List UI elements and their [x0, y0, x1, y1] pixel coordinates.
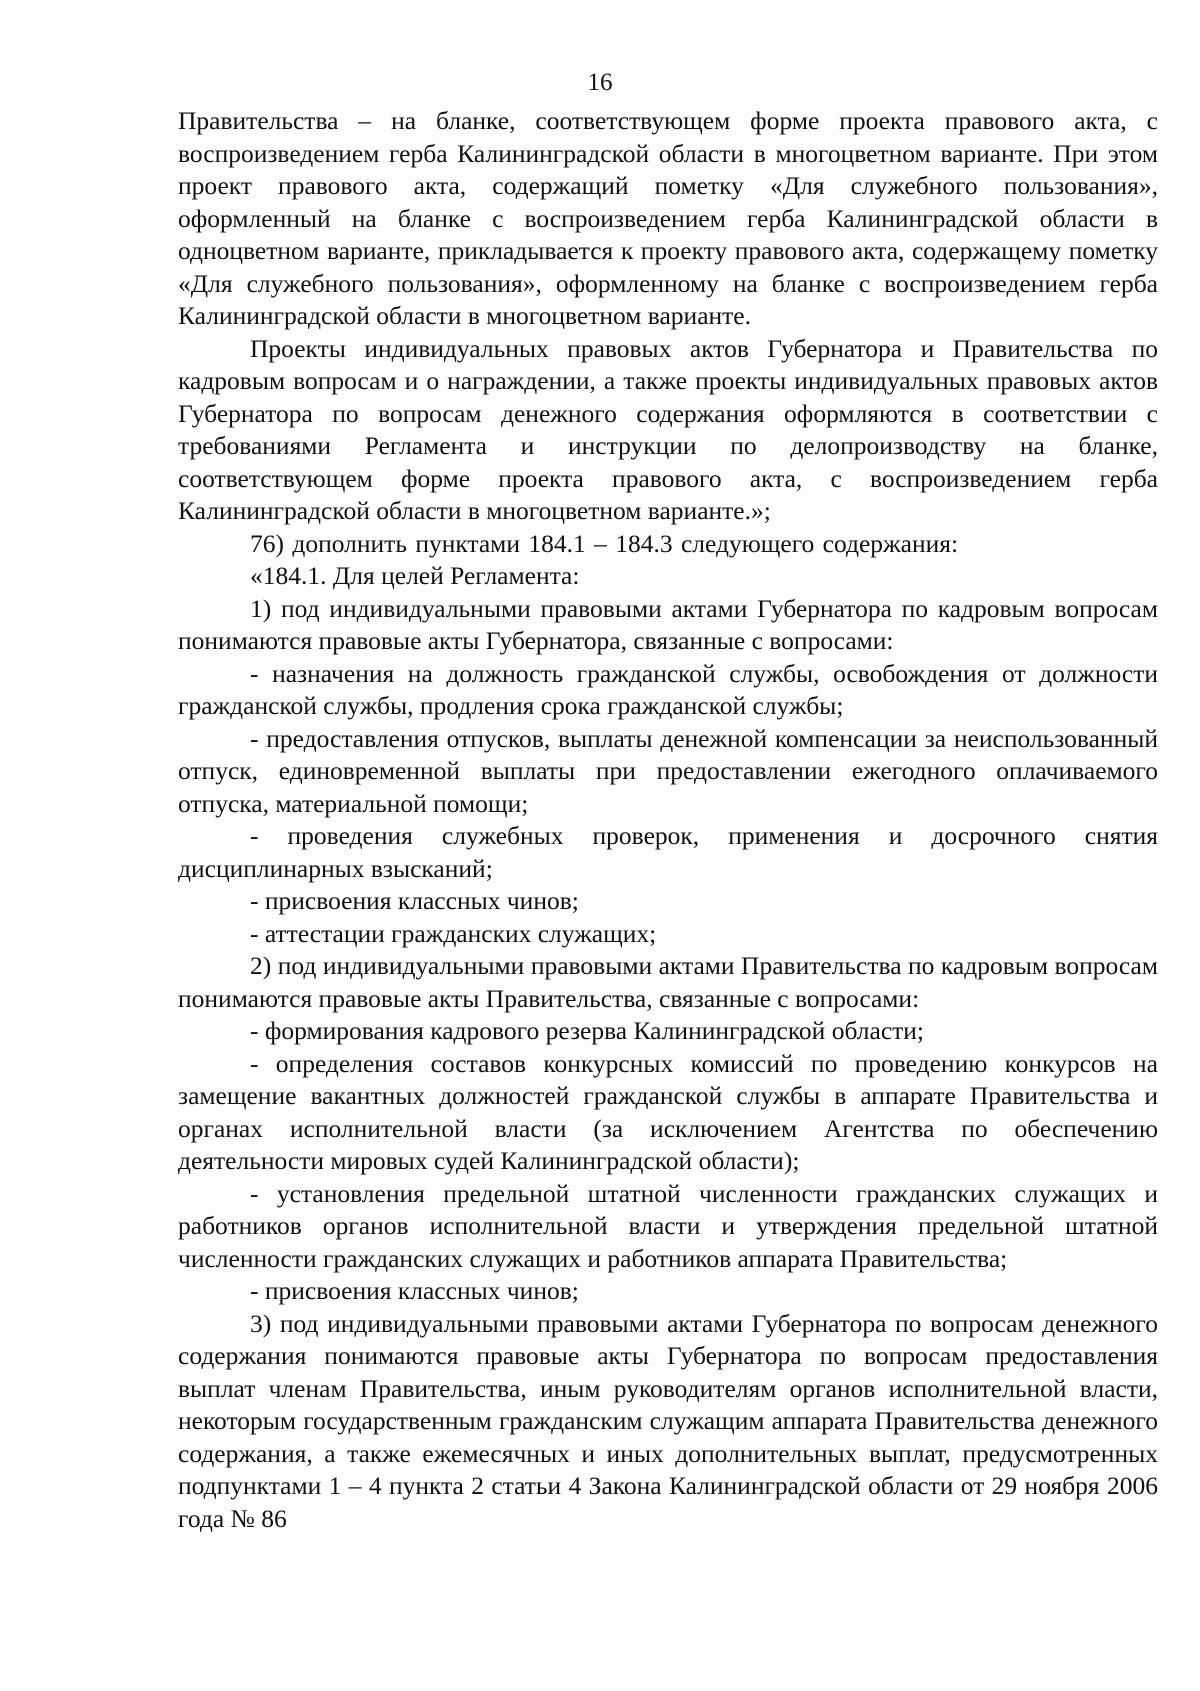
list-item-class-ranks: - присвоения классных чинов; [250, 886, 579, 915]
list-item-class-ranks-2: - присвоения классных чинов; [250, 1276, 579, 1305]
paragraph-individual-acts: Проекты индивидуальных правовых актов Губернатора и Правительства по кадровым вопросам и о награждении, а также проекты индивидуальных правовых актов Губернатора по вопросам денежного содержания оформляются в соответствии с требованиями Регламента и инструкции по делопроизводству на бланке, соответствующем форме проекта правового акта, с воспроизведением герба Калининградской области в многоцветном варианте.»; [178, 333, 1158, 525]
list-item-commissions: - определения составов конкурсных комиссий по проведению конкурсов на замещение вакантных должностей гражданской службы в аппарате Правительства и органах исполнительной власти (за исключением Агентства по обеспечению деятельности мировых судей Калининградской области); [178, 1048, 1158, 1175]
paragraph-subitem-1: 1) под индивидуальными правовыми актами Губернатора по кадровым вопросам понимаются правовые акты Губернатора, связанные с вопросами: [178, 593, 1158, 655]
page-number: 16 [587, 69, 613, 96]
list-item-personnel-reserve: - формирования кадрового резерва Калининградской области; [250, 1016, 925, 1045]
list-item-vacations: - предоставления отпусков, выплаты денежной компенсации за неиспользованный отпуск, единовременной выплаты при предоставлении ежегодного оплачиваемого отпуска, материальной помощи; [178, 723, 1158, 818]
document-body [178, 105, 1158, 1535]
paragraph-subitem-3: 3) под индивидуальными правовыми актами Губернатора по вопросам денежного содержания понимаются правовые акты Губернатора по вопросам предоставления выплат членам Правительства, иным руководителям органов исполнительной власти, некоторым государственным гражданским служащим аппарата Правительства денежного содержания, а также ежемесячных и иных дополнительных выплат, предусмотренных подпунктами 1 – 4 пункта 2 статьи 4 Закона Калининградской области от 29 ноября 2006 года № 86 [178, 1308, 1158, 1533]
list-item-appointment: - назначения на должность гражданской службы, освобождения от должности гражданской службы, продления срока гражданской службы; [178, 658, 1158, 720]
paragraph-subitem-2: 2) под индивидуальными правовыми актами Правительства по кадровым вопросам понимаются правовые акты Правительства, связанные с вопросами: [178, 951, 1158, 1013]
list-item-staff-numbers: - установления предельной штатной численности гражданских служащих и работников органов исполнительной власти и утверждения предельной штатной численности гражданских служащих и работников аппарата Правительства; [178, 1178, 1158, 1273]
paragraph-item-76: 76) дополнить пунктами 184.1 – 184.3 следующего содержания: [250, 528, 959, 558]
list-item-attestation: - аттестации гражданских служащих; [250, 918, 657, 948]
list-item-inspections: - проведения служебных проверок, применения и досрочного снятия дисциплинарных взысканий; [178, 821, 1158, 883]
paragraph-continuation: Правительства – на бланке, соответствующем форме проекта правового акта, с воспроизведением герба Калининградской области в многоцветном варианте. При этом проект правового акта, содержащий пометку «Для служебного пользования», оформленный на бланке с воспроизведением герба Калининградской области в одноцветном варианте, прикладывается к проекту правового акта, содержащему пометку «Для служебного пользования», оформленному на бланке с воспроизведением герба Калининградской области в многоцветном варианте. [178, 106, 1158, 330]
paragraph-184-1-heading: «184.1. Для целей Регламента: [250, 561, 580, 590]
